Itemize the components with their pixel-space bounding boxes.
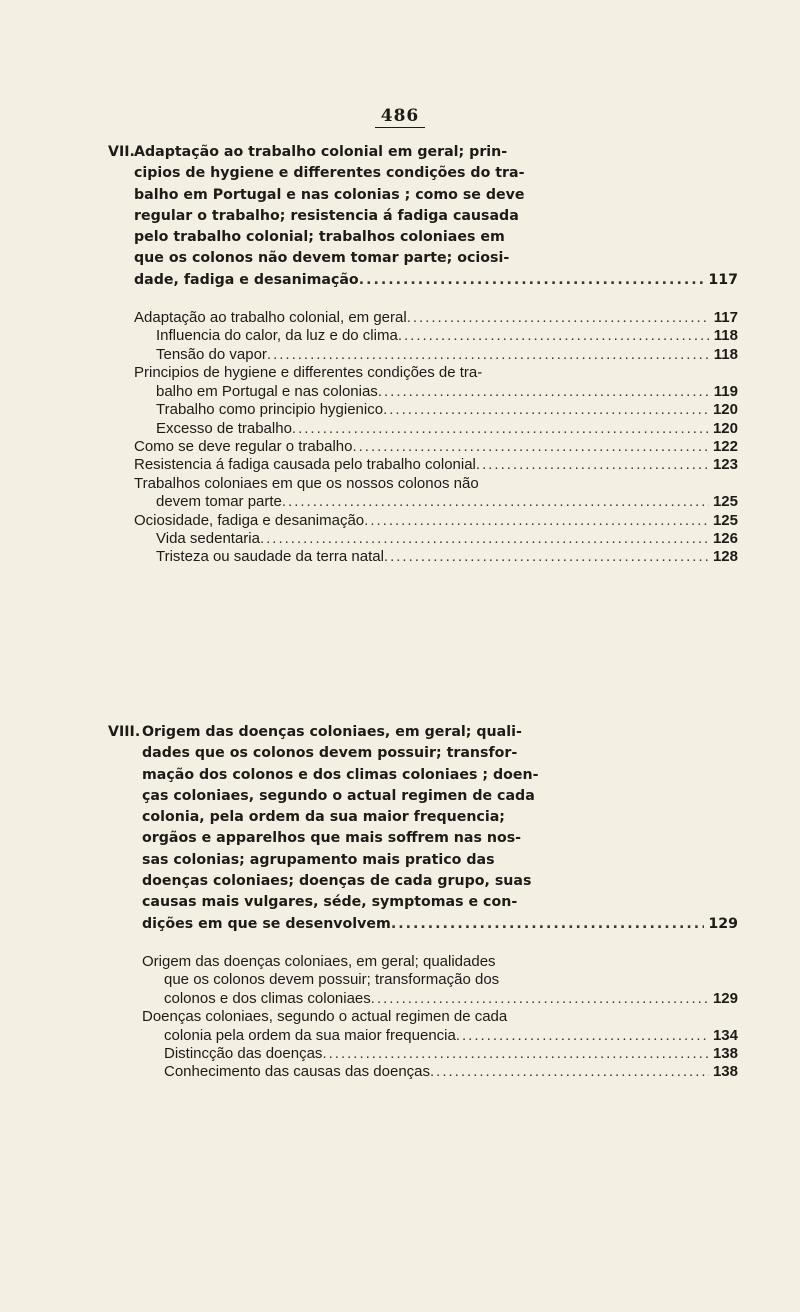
page-ref: 118	[713, 345, 738, 363]
toc-entry: Origem das doenças coloniaes, em geral; qualidades	[142, 952, 496, 970]
dot-leader	[352, 438, 709, 456]
page-ref: 117	[708, 271, 738, 288]
heading-line: Adaptação ao trabalho colonial em geral; prin-	[134, 144, 508, 160]
page-ref: 138	[712, 1063, 738, 1081]
toc-entry	[142, 1063, 738, 1081]
dot-leader	[456, 1027, 709, 1045]
page-number-text: 486	[375, 106, 426, 128]
section-vii	[108, 142, 738, 567]
dot-leader	[292, 420, 709, 438]
entry-text: Vida sedentaria	[156, 529, 260, 547]
toc-entry: Trabalhos coloniaes em que os nossos colonos não	[134, 474, 479, 492]
heading-line: Origem das doenças coloniaes, em geral; quali-	[142, 724, 522, 740]
chapter-heading	[108, 142, 738, 291]
page-ref: 125	[712, 511, 738, 529]
dot-leader	[384, 548, 709, 566]
heading-line: ças coloniaes, segundo o actual regimen de cada	[142, 787, 535, 804]
entry-text: Trabalho como principio hygienico	[156, 401, 384, 419]
dot-leader	[364, 512, 709, 530]
toc-entry: que os colonos devem possuir; transformação dos	[164, 971, 500, 989]
entry-text: Como se deve regular o trabalho	[134, 437, 353, 455]
dot-leader	[383, 401, 709, 419]
heading-last-line	[142, 914, 738, 935]
page-ref: 134	[712, 1026, 738, 1044]
toc-entry: Principios de hygiene e differentes condições de tra-	[134, 364, 483, 382]
chapter-number: VII.	[108, 144, 135, 160]
page-ref: 118	[713, 327, 738, 345]
heading-line: sas colonias; agrupamento mais pratico das	[142, 851, 495, 868]
toc-entry	[134, 309, 738, 327]
heading-line: causas mais vulgares, séde, symptomas e con-	[142, 894, 518, 911]
toc-entry	[134, 346, 738, 364]
entry-text: devem tomar parte	[156, 493, 282, 511]
toc-entry	[142, 1045, 738, 1063]
dot-leader	[430, 1063, 709, 1081]
dot-leader	[391, 914, 705, 935]
entry-text: Tensão do vapor	[156, 345, 267, 363]
entry-text: Excesso de trabalho	[156, 419, 292, 437]
page-number	[0, 106, 800, 128]
page-ref: 129	[708, 915, 738, 932]
entry-text: Conhecimento das causas das doenças	[164, 1063, 431, 1081]
section-viii	[108, 722, 738, 1082]
heading-line: que os colonos não devem tomar parte; ociosi-	[134, 250, 510, 267]
heading-line: colonia, pela ordem da sua maior frequencia;	[142, 809, 505, 826]
dot-leader	[282, 493, 709, 511]
toc-entry	[134, 548, 738, 566]
heading-last-line	[134, 270, 738, 291]
entry-text: Resistencia á fadiga causada pelo trabalho colonial	[134, 456, 476, 474]
heading-line: mação dos colonos e dos climas coloniaes ; doen-	[142, 766, 539, 783]
chapter-number: VIII.	[108, 724, 141, 740]
dot-leader	[407, 309, 710, 327]
entry-list	[108, 309, 738, 567]
entry-text: Influencia do calor, da luz e do clima	[156, 327, 398, 345]
toc-entry	[134, 530, 738, 548]
page-ref: 126	[712, 529, 738, 547]
heading-line: regular o trabalho; resistencia á fadiga causada	[134, 207, 519, 224]
toc-entry	[134, 327, 738, 345]
page-ref: 117	[713, 309, 738, 327]
toc-entry	[142, 990, 738, 1008]
dot-leader	[359, 270, 705, 291]
entry-text: Distincção das doenças	[164, 1045, 323, 1062]
page-ref: 119	[713, 382, 738, 400]
page-ref: 120	[712, 401, 738, 419]
entry-text: colonos e dos climas coloniaes	[164, 989, 371, 1007]
heading-line: balho em Portugal e nas colonias ; como se deve	[134, 186, 525, 203]
page-ref: 128	[712, 548, 738, 566]
dot-leader	[378, 383, 710, 401]
heading-line: orgãos e apparelhos que mais soffrem nas nos-	[142, 830, 522, 847]
heading-line: dades que os colonos devem possuir; transfor-	[142, 745, 518, 762]
toc-entry	[134, 512, 738, 530]
page-ref: 122	[712, 437, 738, 455]
dot-leader	[476, 456, 709, 474]
heading-line: dições em que se desenvolvem	[142, 915, 391, 932]
heading-line: doenças coloniaes; doenças de cada grupo, suas	[142, 873, 532, 890]
toc-entry	[142, 1027, 738, 1045]
toc-entry	[134, 438, 738, 456]
toc-entry	[134, 420, 738, 438]
heading-line: pelo trabalho colonial; trabalhos coloniaes em	[134, 229, 505, 246]
toc-entry: Doenças coloniaes, segundo o actual regimen de cada	[142, 1008, 508, 1026]
entry-list	[108, 953, 738, 1082]
dot-leader	[322, 1045, 709, 1063]
dot-leader	[371, 990, 709, 1008]
heading-line: cipios de hygiene e differentes condições do tra-	[134, 165, 525, 182]
toc-entry	[134, 493, 738, 511]
dot-leader	[260, 530, 709, 548]
entry-text: Ociosidade, fadiga e desanimação	[134, 511, 365, 529]
heading-line: dade, fadiga e desanimação	[134, 271, 359, 288]
dot-leader	[398, 327, 710, 345]
entry-text: balho em Portugal e nas colonias	[156, 382, 378, 400]
page-ref: 129	[712, 989, 738, 1007]
chapter-heading	[108, 722, 738, 935]
toc-entry	[134, 383, 738, 401]
entry-text: Tristeza ou saudade da terra natal	[156, 548, 384, 566]
page-ref: 138	[712, 1045, 738, 1062]
toc-entry	[134, 456, 738, 474]
page-ref: 125	[712, 493, 738, 511]
entry-text: Adaptação ao trabalho colonial, em geral	[134, 309, 407, 327]
page-ref: 120	[712, 419, 738, 437]
toc-entry	[134, 401, 738, 419]
page-ref: 123	[712, 456, 738, 474]
entry-text: colonia pela ordem da sua maior frequencia	[164, 1026, 456, 1044]
dot-leader	[267, 346, 710, 364]
